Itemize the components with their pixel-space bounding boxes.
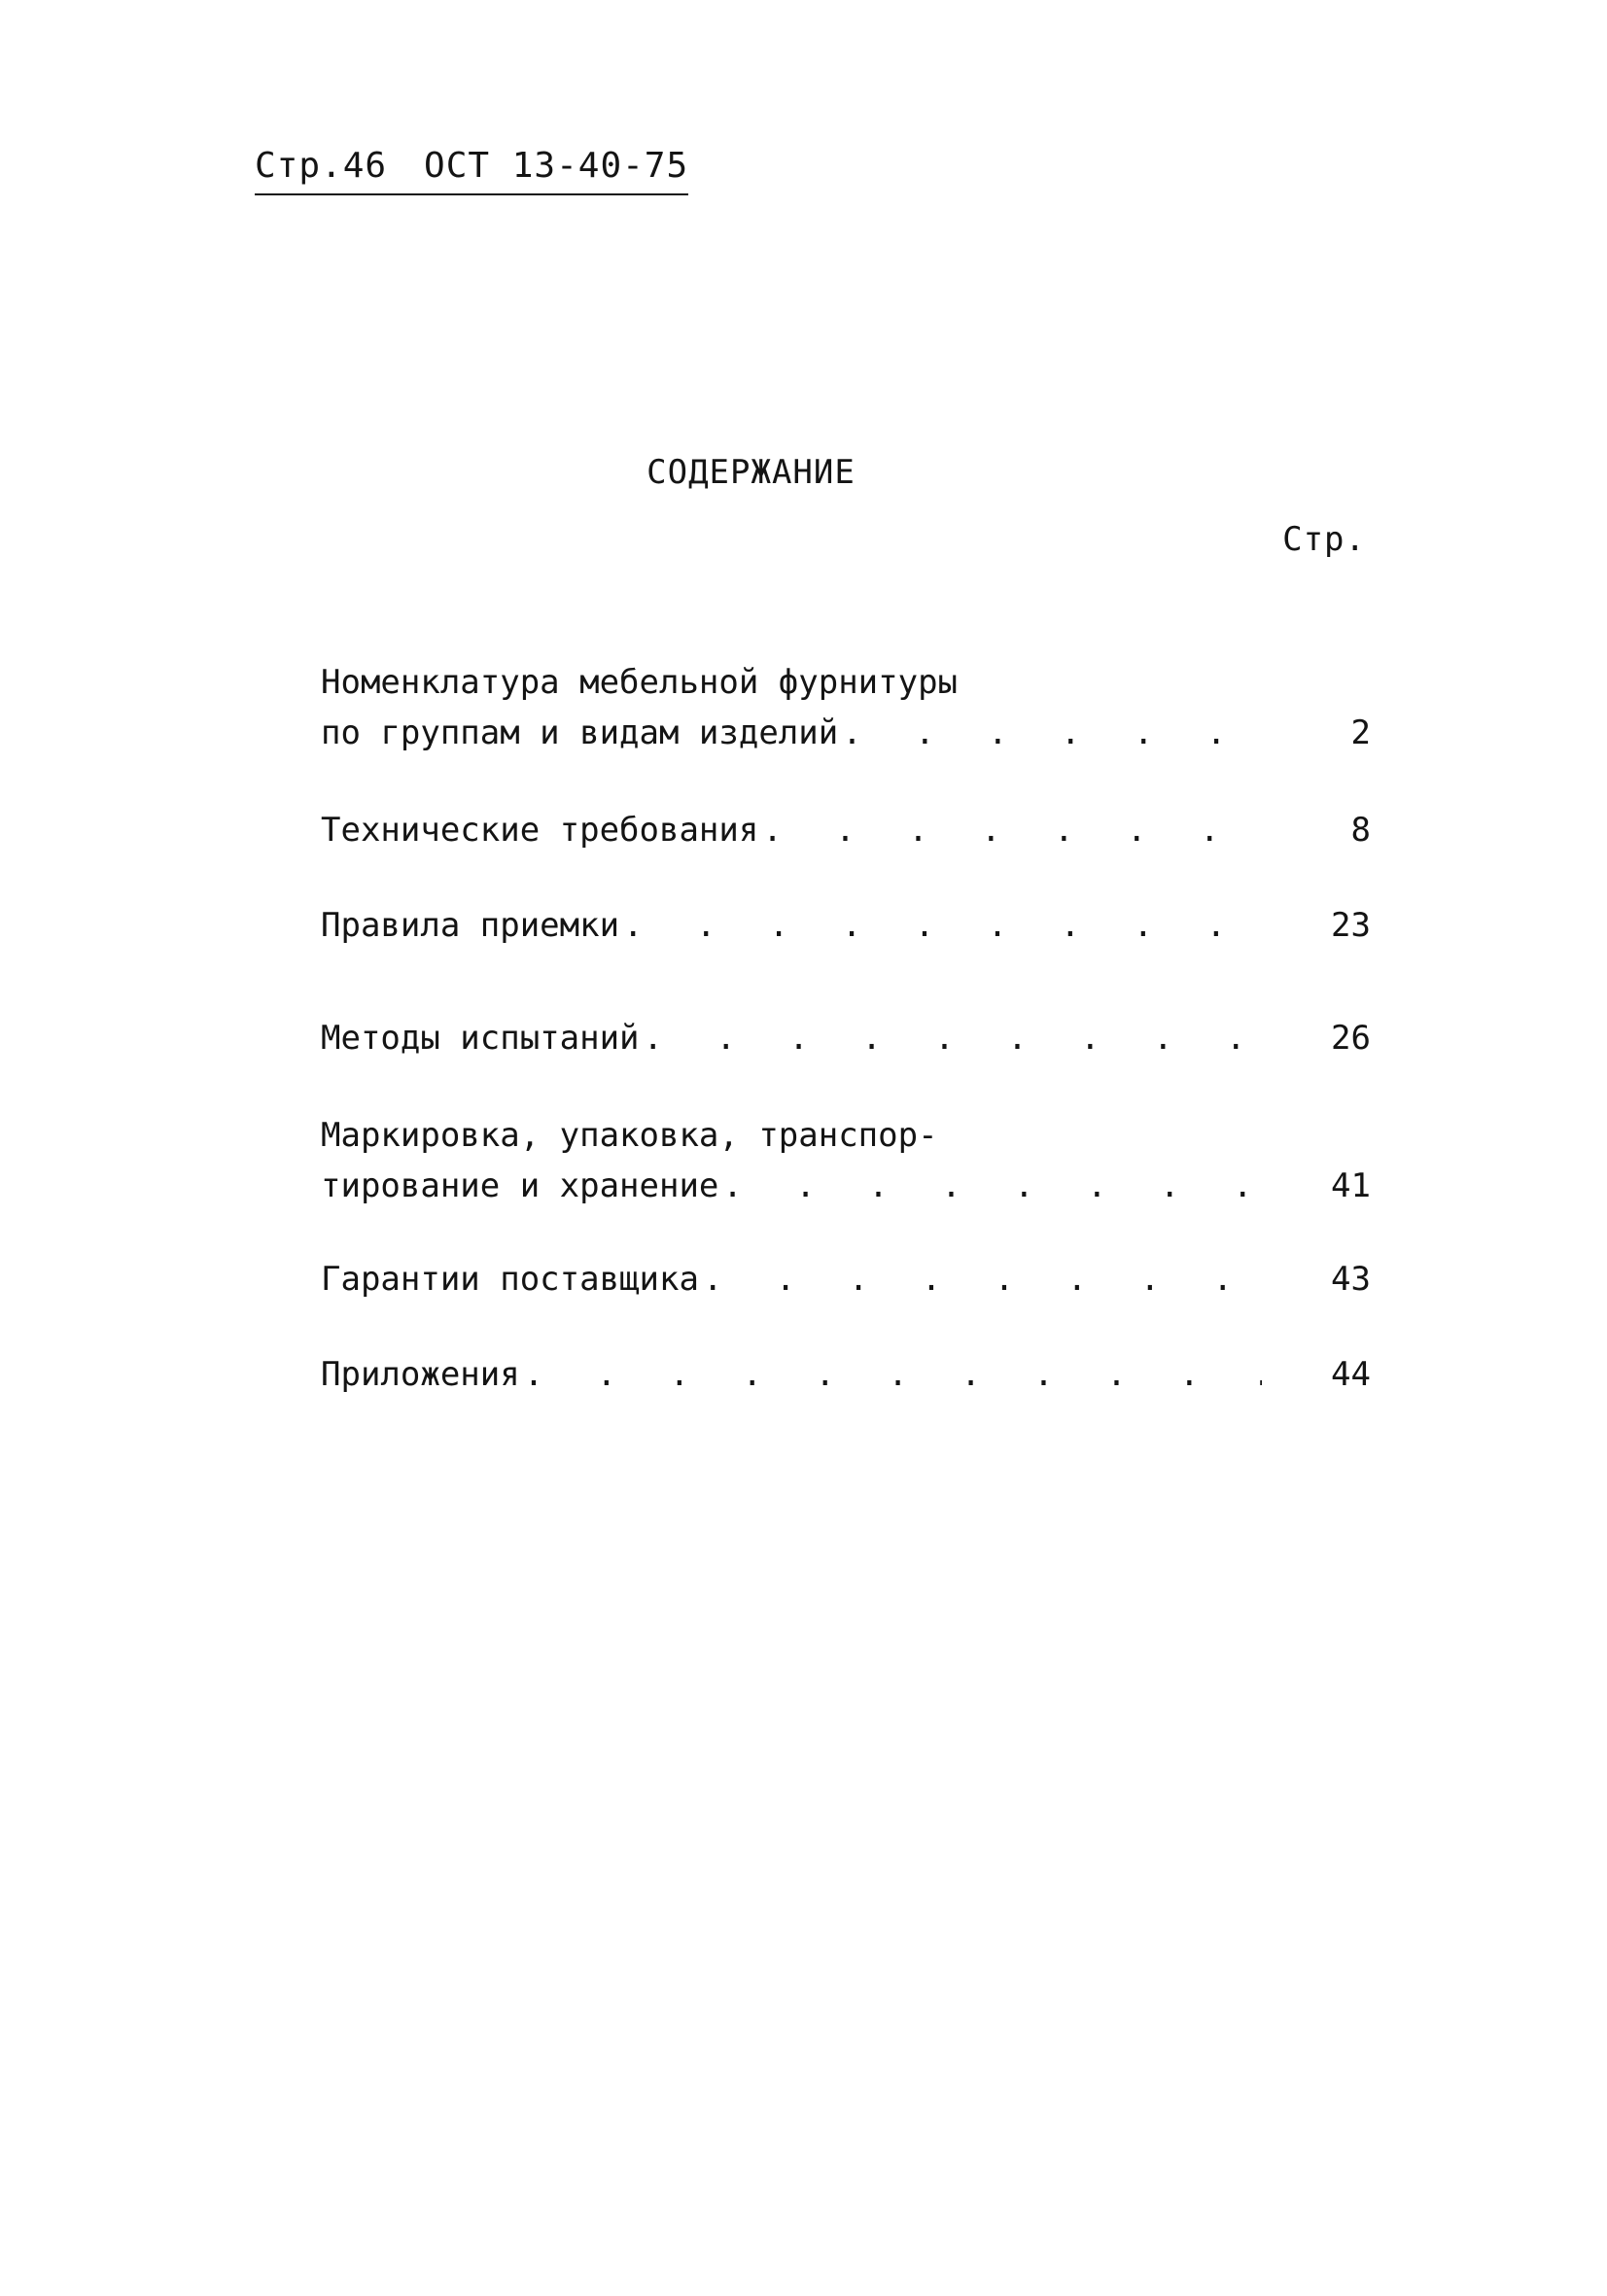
toc-page-number: 8 <box>1350 811 1371 850</box>
toc-entry-title: Приложения <box>321 1355 520 1394</box>
toc-page-number: 41 <box>1331 1166 1371 1205</box>
toc-entry-nomenclature[interactable] <box>321 657 1371 758</box>
toc-entry-title: Правила приемки <box>321 906 620 945</box>
toc-page-number: 26 <box>1331 1019 1371 1058</box>
dot-leader <box>644 1013 1240 1063</box>
standard-code: ОСТ 13-40-75 <box>424 146 689 186</box>
dot-leader <box>762 805 1262 855</box>
page-column-label: Стр. <box>1282 520 1366 559</box>
dot-leader <box>623 900 1262 951</box>
toc-entry-title: Технические требования <box>321 811 759 850</box>
toc-entry-title-line2: по группам и видам изделий <box>321 713 839 752</box>
dot-leader <box>722 1161 1262 1211</box>
toc-entry-title-line1: Маркировка, упаковка, транспор- <box>321 1116 938 1155</box>
toc-page-number: 2 <box>1350 713 1371 752</box>
toc-entry-title: Методы испытаний <box>321 1019 640 1058</box>
toc-page-number: 23 <box>1331 906 1371 945</box>
toc-entry-technical-requirements[interactable] <box>321 805 1371 855</box>
toc-entry-test-methods[interactable] <box>321 1013 1371 1063</box>
dot-leader <box>703 1254 1262 1305</box>
document-title: СОДЕРЖАНИЕ <box>646 453 856 492</box>
toc-page-number: 43 <box>1331 1260 1371 1299</box>
toc-entry-title-line1: Номенклатура мебельной фурнитуры <box>321 663 959 702</box>
toc-entry-appendices[interactable] <box>321 1349 1371 1400</box>
toc-page-number: 44 <box>1331 1355 1371 1394</box>
dot-leader <box>842 708 1262 758</box>
dot-leader <box>524 1349 1262 1400</box>
toc-entry-title-line2: тирование и хранение <box>321 1166 719 1205</box>
toc-entry-marking-packing[interactable] <box>321 1110 1371 1211</box>
toc-entry-title: Гарантии поставщика <box>321 1260 699 1299</box>
toc-entry-acceptance-rules[interactable] <box>321 900 1371 951</box>
page-header <box>255 146 688 195</box>
page-number-label: Стр.46 <box>255 146 388 186</box>
toc-entry-supplier-warranty[interactable] <box>321 1254 1371 1305</box>
